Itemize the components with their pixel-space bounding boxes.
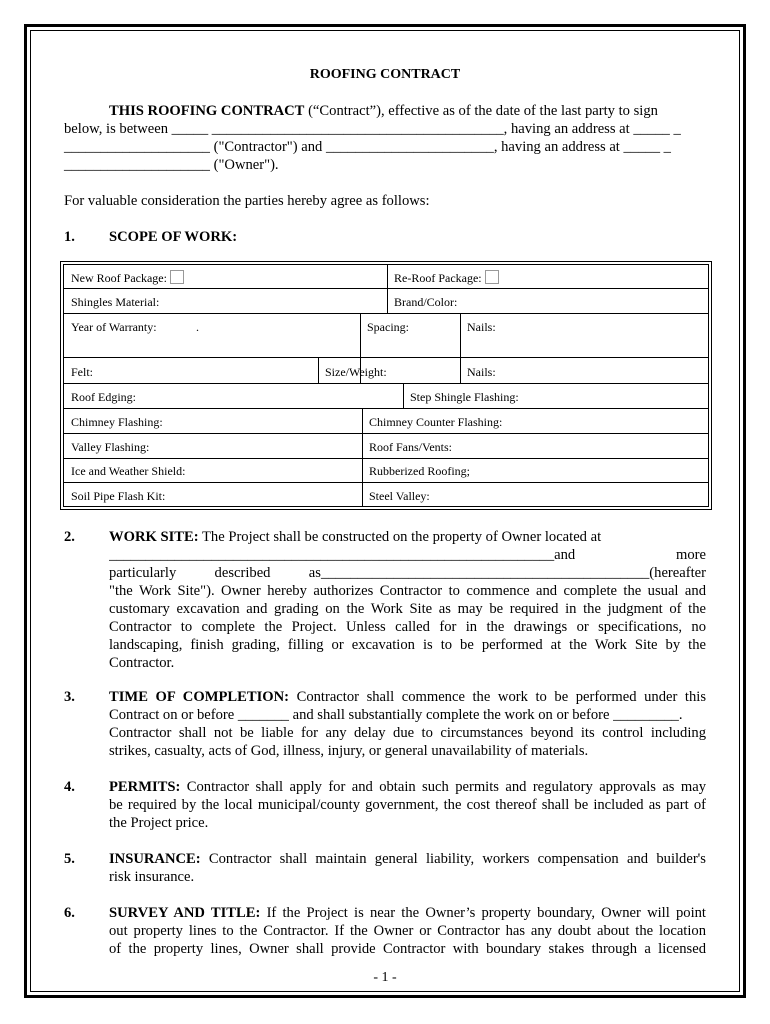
table-rule: [63, 482, 709, 483]
cell-step-shingle-flashing: Step Shingle Flashing:: [410, 390, 519, 404]
section-3-line-2: Contract on or before _______ and shall substantially complete the work on or before _________.: [109, 707, 683, 723]
cell-shingles-material: Shingles Material:: [71, 295, 160, 309]
section-5-line-1: [109, 850, 706, 868]
section-2-line-1: [109, 528, 706, 546]
section-5-body: [109, 850, 706, 886]
section-2-blank: _____________________________________________________________: [109, 547, 555, 563]
section-2-heading: WORK SITE:: [109, 529, 199, 545]
section-5-number: 5.: [64, 851, 75, 867]
section-2-line-1-text: The Project shall be constructed on the property of Owner located at: [198, 529, 602, 545]
section-2-line-3: [109, 564, 706, 582]
cell-steel-valley: Steel Valley:: [369, 489, 430, 503]
table-divider: [403, 383, 404, 408]
section-6-body: [109, 904, 706, 958]
section-2-line-4: "the Work Site"). Owner hereby authorizes Contractor to commence and complete the usual and: [109, 583, 706, 599]
section-3-line-1-text: Contractor shall commence the work to be performed under this: [289, 689, 706, 705]
cell-valley-flashing: Valley Flashing:: [71, 440, 150, 454]
table-rule: [63, 383, 709, 384]
document-title: ROOFING CONTRACT: [309, 67, 461, 82]
consideration-text: For valuable consideration the parties hereby agree as follows:: [64, 193, 430, 209]
page-number: - 1 -: [373, 970, 397, 985]
cell-roof-fans-vents: Roof Fans/Vents:: [369, 440, 453, 454]
section-2-and-more: and more: [554, 547, 706, 563]
table-divider: [362, 408, 363, 507]
section-2-number: 2.: [64, 529, 75, 545]
section-3-heading: TIME OF COMPLETION:: [109, 689, 290, 705]
section-2-line-5: customary excavation and grading on the Work Site as may be required in the judgment of the: [109, 601, 706, 617]
table-rule: [63, 357, 709, 358]
table-divider: [318, 357, 319, 383]
cell-spacing: Spacing:: [367, 320, 409, 334]
section-6-heading: SURVEY AND TITLE:: [109, 905, 261, 921]
section-5-line-1-text: Contractor shall maintain general liability, workers compensation and builder's: [200, 851, 706, 867]
cell-nails-2: Nails:: [467, 365, 496, 379]
section-2-described: particularly described as: [109, 565, 321, 581]
intro-line-2: below, is between _____ ________________________________________, having an address at _____ _: [64, 121, 681, 137]
section-3-body: [109, 688, 706, 760]
section-1-number: 1.: [64, 229, 75, 245]
cell-reroof-package: [394, 270, 499, 285]
section-4-line-1-text: Contractor shall apply for and obtain such permits and regulatory approvals as may: [180, 779, 706, 795]
cell-size-weight: Size/Weight:: [325, 365, 387, 379]
section-2-line-6: Contractor to complete the Project. Unless called for in the drawings or specifications, no: [109, 619, 706, 635]
section-6-line-2: out property lines to the Contractor. If the Owner or Contractor has any doubt about the location: [109, 923, 706, 939]
section-3-line-4: strikes, casualty, acts of God, illness, injury, or general unavailability of materials.: [109, 743, 589, 759]
table-rule: [63, 313, 709, 314]
cell-warranty-dot: .: [196, 320, 199, 334]
table-rule: [63, 288, 709, 289]
cell-brand-color: Brand/Color:: [394, 295, 458, 309]
section-2-line-8: Contractor.: [109, 655, 175, 671]
reroof-checkbox[interactable]: [485, 270, 499, 284]
section-3-line-3: Contractor shall not be liable for any delay due to circumstances beyond its control including: [109, 725, 706, 741]
section-4-line-3: the Project price.: [109, 815, 209, 831]
cell-new-roof-package: [71, 270, 184, 285]
table-rule: [63, 433, 709, 434]
section-4-number: 4.: [64, 779, 75, 795]
table-divider: [387, 264, 388, 313]
cell-nails-1: Nails:: [467, 320, 496, 334]
section-2-line-7: landscaping, finish grading, filling or excavation is to be performed at the Work Site by the: [109, 637, 706, 653]
intro-lead: THIS ROOFING CONTRACT: [109, 103, 305, 119]
section-3-line-1: [109, 688, 706, 706]
section-2-blank-2: _____________________________________________: [320, 565, 650, 581]
section-2-body: [109, 528, 706, 672]
cell-rubberized-roofing: Rubberized Roofing;: [369, 464, 470, 478]
section-4-body: [109, 778, 706, 832]
section-6-number: 6.: [64, 905, 75, 921]
section-4-heading: PERMITS:: [109, 779, 181, 795]
intro-line-1-rest: (“Contract”), effective as of the date of the last party to sign: [304, 103, 658, 119]
cell-chimney-flashing: Chimney Flashing:: [71, 415, 163, 429]
section-5-line-2: risk insurance.: [109, 869, 195, 885]
section-6-line-3: of the property lines, Owner shall provide Contractor with boundary stakes through a licensed: [109, 941, 706, 957]
page-border-inner: [30, 30, 740, 992]
section-6-line-1: [109, 904, 706, 922]
new-roof-label: New Roof Package:: [71, 271, 167, 285]
section-3-number: 3.: [64, 689, 75, 705]
table-divider: [460, 313, 461, 383]
cell-roof-edging: Roof Edging:: [71, 390, 136, 404]
section-4-line-2: be required by the local municipal/county government, the cost thereof shall be included as part of: [109, 797, 706, 813]
table-rule: [63, 458, 709, 459]
section-2-line-2: [109, 546, 706, 564]
section-1-heading: SCOPE OF WORK:: [109, 229, 238, 245]
cell-year-of-warranty: Year of Warranty:: [71, 320, 157, 334]
intro-line-4: ____________________ ("Owner").: [64, 157, 279, 173]
cell-ice-weather-shield: Ice and Weather Shield:: [71, 464, 186, 478]
intro-line-1: [109, 102, 658, 120]
new-roof-checkbox[interactable]: [170, 270, 184, 284]
cell-chimney-counter-flashing: Chimney Counter Flashing:: [369, 415, 503, 429]
reroof-label: Re-Roof Package:: [394, 271, 482, 285]
cell-felt: Felt:: [71, 365, 94, 379]
section-5-heading: INSURANCE:: [109, 851, 201, 867]
table-rule: [63, 408, 709, 409]
intro-line-3: ____________________ ("Contractor") and _______________________, having an address at _____ _: [64, 139, 671, 155]
section-2-hereafter: (hereafter: [649, 565, 706, 581]
cell-soil-pipe-flash-kit: Soil Pipe Flash Kit:: [71, 489, 166, 503]
section-6-line-1-text: If the Project is near the Owner’s property boundary, Owner will point: [260, 905, 706, 921]
section-4-line-1: [109, 778, 706, 796]
